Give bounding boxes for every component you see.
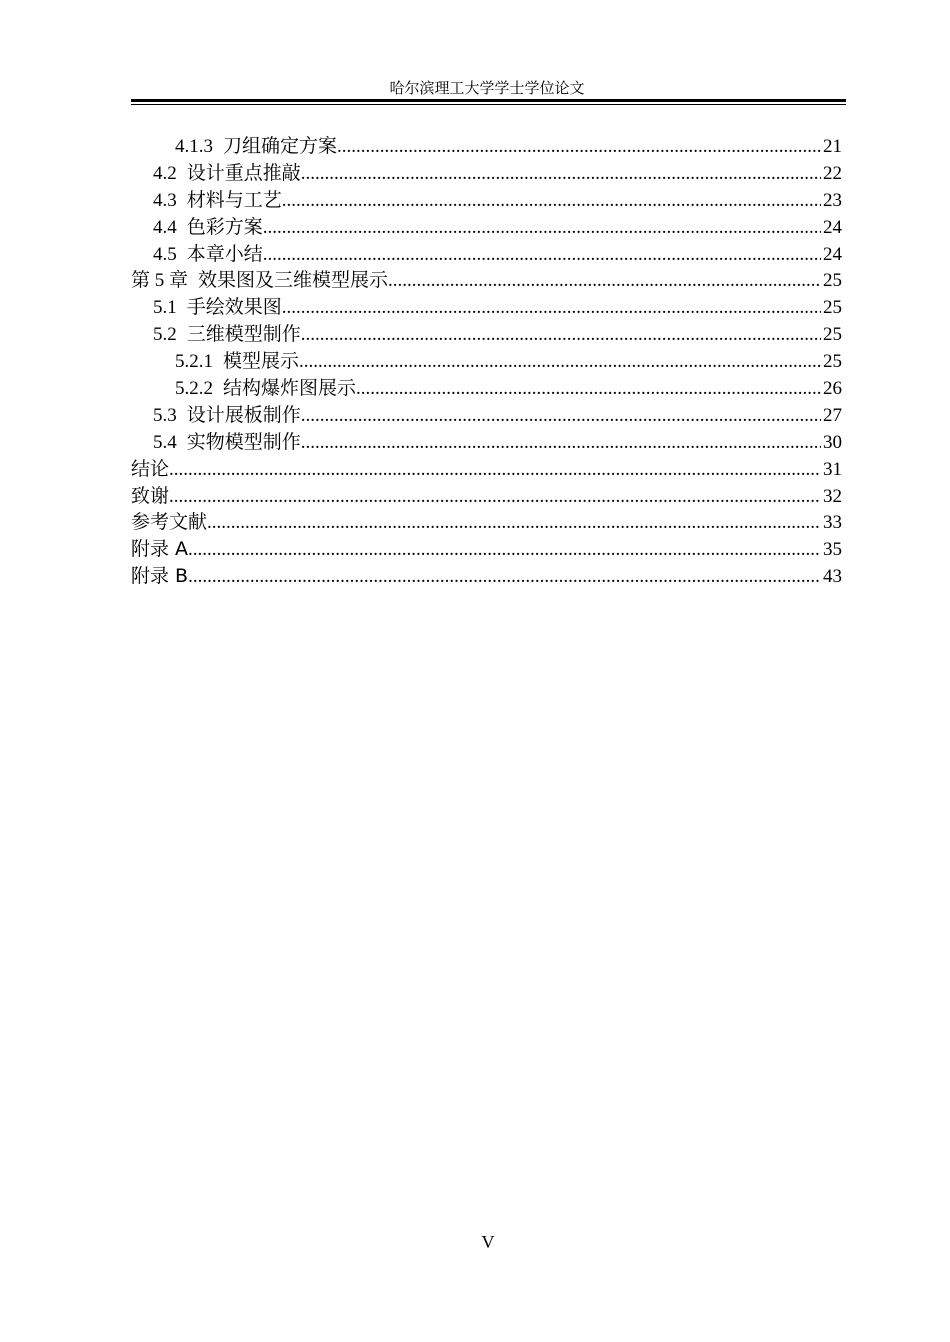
toc-entry-number: 4.3	[153, 189, 177, 211]
toc-leader-dots	[207, 510, 821, 536]
toc-entry[interactable]	[131, 375, 842, 402]
toc-entry-heading	[131, 456, 169, 482]
toc-entry-heading	[153, 214, 263, 241]
toc-entry[interactable]	[131, 133, 842, 160]
running-header-title: 哈尔滨理工大学学士学位论文	[389, 79, 585, 97]
toc-entry-heading	[131, 536, 188, 562]
toc-entry-page: 32	[823, 485, 842, 507]
toc-leader-dots	[301, 161, 821, 187]
toc-entry-page: 26	[823, 378, 842, 400]
toc-leader-dots	[282, 188, 821, 214]
toc-entry-heading	[175, 375, 356, 402]
toc-entry[interactable]	[131, 563, 842, 590]
toc-entry-title: 色彩方案	[186, 215, 263, 238]
toc-entry-title: 附录 A	[131, 538, 189, 561]
toc-entry-heading	[131, 267, 388, 294]
toc-entry-number: 5.2.2	[175, 378, 213, 400]
toc-entry-title: 刀组确定方案	[223, 135, 338, 157]
toc-entry-number: 5.4	[153, 431, 177, 453]
toc-entry[interactable]	[131, 429, 842, 456]
toc-entry[interactable]	[131, 483, 842, 510]
toc-leader-dots	[299, 349, 821, 375]
toc-leader-dots	[263, 215, 821, 241]
toc-entry-number: 4.2	[153, 162, 177, 184]
toc-entry-page: 21	[823, 136, 842, 157]
toc-entry-page: 27	[823, 404, 842, 426]
toc-entry-title: 实物模型制作	[186, 430, 301, 453]
toc-entry-page: 30	[823, 431, 842, 453]
toc-entry-number: 5.1	[153, 297, 177, 319]
toc-entry-title: 结论	[131, 457, 170, 480]
toc-entry-title: 附录 B	[131, 565, 189, 588]
toc-entry-number: 5.2.1	[175, 351, 213, 373]
toc-entry-heading	[153, 160, 301, 187]
toc-entry-page: 25	[823, 270, 842, 292]
toc-entry-heading	[153, 402, 301, 429]
toc-entry[interactable]	[131, 402, 842, 429]
toc-entry-heading	[153, 294, 282, 321]
toc-entry-title: 效果图及三维模型展示	[198, 269, 389, 292]
toc-entry[interactable]	[131, 536, 842, 563]
toc-entry[interactable]	[131, 348, 842, 375]
header-rule-thin	[131, 104, 846, 105]
toc-entry-page: 24	[823, 243, 842, 265]
toc-entry-title: 致谢	[131, 484, 170, 507]
toc-entry-title: 结构爆炸图展示	[223, 377, 357, 400]
toc-entry-heading	[131, 509, 207, 535]
toc-entry-heading	[175, 133, 337, 160]
toc-entry[interactable]	[131, 241, 842, 268]
toc-entry-heading	[175, 348, 299, 375]
toc-entry-page: 22	[823, 162, 842, 184]
header-rule-thick	[131, 99, 846, 102]
toc-entry[interactable]	[131, 267, 842, 294]
toc-entry-number: 5.3	[153, 404, 177, 426]
toc-entry[interactable]	[131, 160, 842, 187]
toc-leader-dots	[169, 457, 821, 483]
toc-entry-title: 本章小结	[186, 242, 263, 265]
toc-entry-page: 23	[823, 189, 842, 211]
toc-entry[interactable]	[131, 214, 842, 241]
toc-leader-dots	[188, 564, 821, 590]
toc-entry-title: 设计展板制作	[186, 403, 301, 426]
toc-leader-dots	[388, 268, 821, 294]
toc-entry-title: 模型展示	[223, 350, 300, 373]
toc-entry-number: 第 5 章	[131, 270, 189, 292]
toc-leader-dots	[301, 403, 821, 429]
toc-entry-heading	[153, 241, 263, 268]
toc-entry-title: 三维模型制作	[186, 323, 301, 346]
toc-entry-title: 设计重点推敲	[186, 161, 301, 184]
toc-entry-number: 4.1.3	[175, 136, 213, 157]
toc-leader-dots	[301, 322, 821, 348]
toc-entry-heading	[153, 321, 301, 348]
toc-entry-heading	[131, 483, 169, 509]
toc-entry-heading	[153, 187, 282, 214]
toc-leader-dots	[337, 134, 821, 160]
toc-entry-page: 43	[823, 566, 842, 588]
toc-entry[interactable]	[131, 509, 842, 536]
toc-leader-dots	[169, 484, 821, 510]
toc-leader-dots	[282, 295, 821, 321]
toc-entry-number: 4.4	[153, 216, 177, 238]
toc-entry-number: 5.2	[153, 324, 177, 346]
toc-entry-title: 参考文献	[131, 511, 208, 534]
toc-entry-title: 手绘效果图	[186, 296, 282, 319]
toc-entry-page: 25	[823, 324, 842, 346]
toc-entry-page: 24	[823, 216, 842, 238]
toc-entry-heading	[131, 563, 188, 589]
toc-entry-page: 35	[823, 539, 842, 561]
toc-entry[interactable]	[131, 321, 842, 348]
toc-leader-dots	[301, 430, 821, 456]
toc-leader-dots	[263, 242, 821, 268]
toc-entry-heading	[153, 429, 301, 456]
toc-leader-dots	[356, 376, 821, 402]
toc-entry-page: 33	[823, 512, 842, 534]
toc-entry-number: 4.5	[153, 243, 177, 265]
toc-entry-title: 材料与工艺	[186, 188, 282, 211]
toc-entry[interactable]	[131, 187, 842, 214]
toc-entry-page: 31	[823, 458, 842, 480]
toc-entry[interactable]	[131, 294, 842, 321]
toc-entry-page: 25	[823, 297, 842, 319]
toc-entry[interactable]	[131, 456, 842, 483]
table-of-contents	[131, 133, 842, 590]
toc-entry-page: 25	[823, 351, 842, 373]
page-number: V	[481, 1232, 495, 1252]
toc-leader-dots	[188, 537, 821, 563]
